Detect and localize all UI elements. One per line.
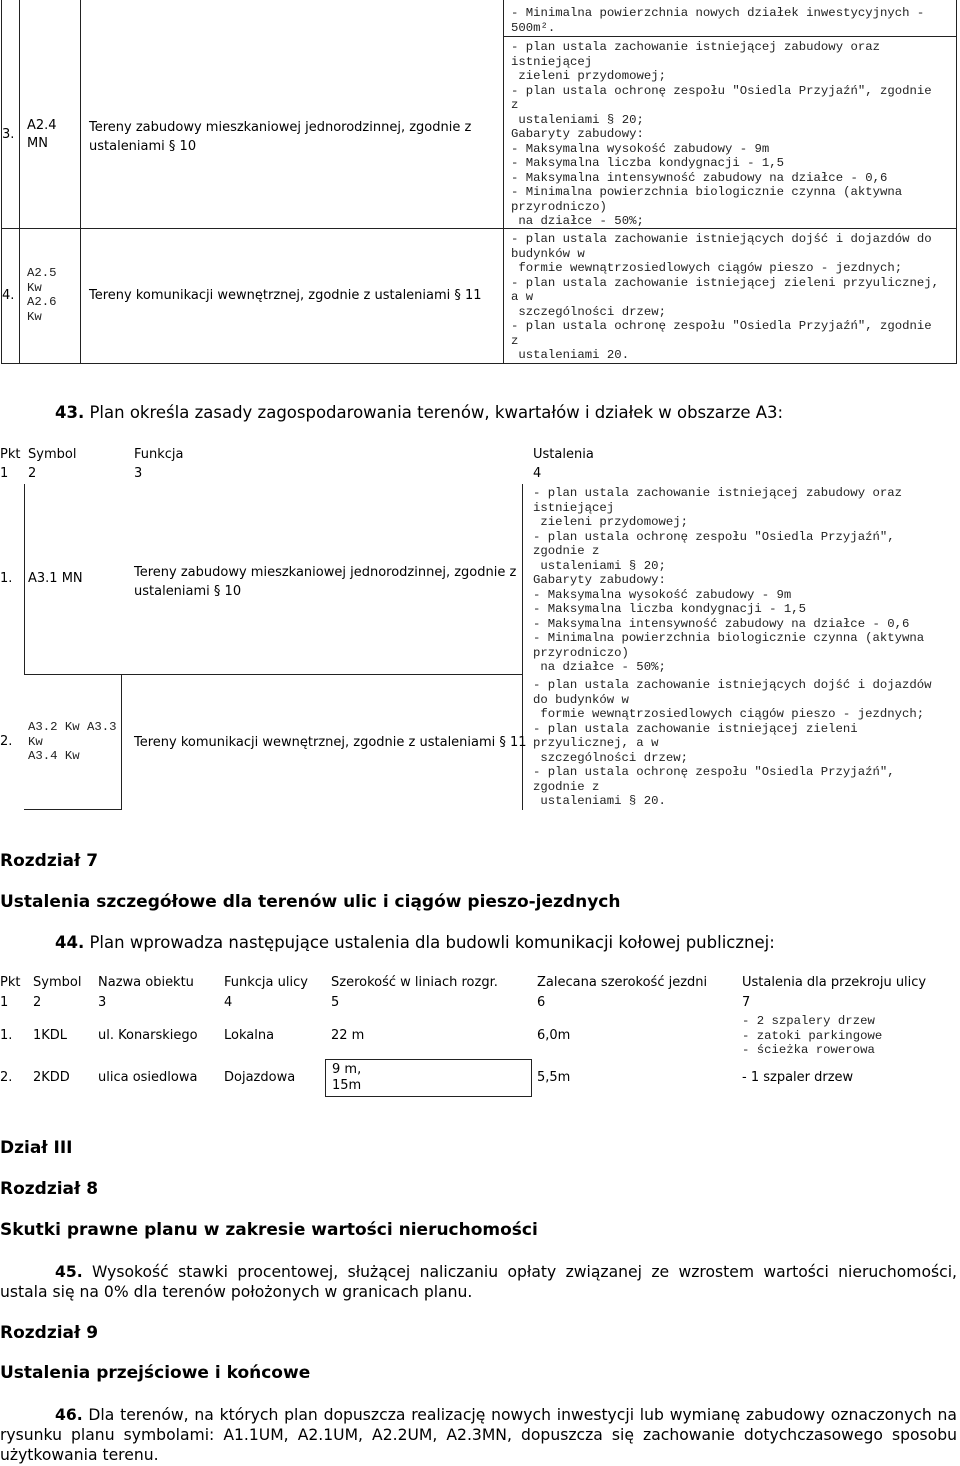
t43-num-2: 2 [28, 466, 37, 481]
ustalenia-line: ustaleniami § 20. [533, 794, 666, 808]
top-table-vline-2 [80, 0, 81, 364]
ustalenia-line: - Maksymalna wysokość zabudowy - 9m [511, 141, 770, 156]
ustalenia-line: do budynków w [533, 692, 629, 707]
t43-header-ustalenia: Ustalenia [533, 447, 594, 462]
paragraph-number: 45. [55, 1263, 83, 1281]
t44-row1-funkcja: Lokalna [224, 1028, 275, 1043]
paragraph-45 [0, 1262, 957, 1302]
ustalenia-line: - plan ustala ochronę zespołu "Osiedla Przyjaźń", [533, 765, 895, 779]
ustalenia-line: istniejącej [533, 500, 615, 515]
ustalenia-line: - plan ustala ochronę zespołu "Osiedla Przyjaźń", zgodnie [511, 83, 932, 98]
row4-ustalenia [511, 232, 939, 363]
ustalenia-line: - Maksymalna wysokość zabudowy - 9m [533, 587, 792, 602]
ustalenia-line: - plan ustala zachowanie istniejącej zabudowy oraz [533, 486, 902, 500]
t44-row2-jezdnia: 5,5m [537, 1070, 571, 1085]
row3-symbol: A2.4 MN [27, 118, 57, 151]
t44-row1-pkt: 1. [0, 1028, 13, 1043]
ustalenia-line: - ścieżka rowerowa [742, 1043, 875, 1057]
paragraph-44 [55, 933, 775, 953]
ustalenia-line: 500m². [511, 20, 556, 35]
t44-num-6: 6 [537, 995, 546, 1010]
ustalenia-line: - plan ustala ochronę zespołu "Osiedla Przyjaźń", zgodnie [511, 319, 932, 333]
t44-hline-top [325, 1059, 532, 1060]
ustalenia-line: - Minimalna powierzchnia biologicznie czynna (aktywna [533, 631, 925, 645]
paragraph-number: 44. [55, 933, 85, 952]
top-table-vline-3 [503, 0, 504, 364]
ustalenia-line: zieleni przydomowej; [533, 515, 688, 529]
ustalenia-line: - plan ustala zachowanie istniejącej zieleni przyulicznej, [511, 275, 940, 290]
row4-symbol: A2.5 Kw A2.6 Kw [27, 266, 57, 324]
ustalenia-line: ustaleniami § 20; [511, 112, 644, 127]
row3-funkcja: Tereny zabudowy mieszkaniowej jednorodzinnej, zgodnie z ustaleniami § 10 [89, 120, 472, 154]
ustalenia-line: a w [511, 290, 534, 304]
t44-row2-pkt: 2. [0, 1070, 13, 1085]
t44-num-2: 2 [33, 995, 42, 1010]
t44-header-symbol: Symbol [33, 975, 82, 990]
ustalenia-line: - Maksymalna intensywność zabudowy na działce - 0,6 [533, 616, 910, 631]
ustalenia-line: na działce - 50%; [511, 214, 644, 228]
row3-ustalenia [511, 40, 932, 229]
t44-header-nazwa: Nazwa obiektu [98, 975, 194, 990]
ustalenia-line: - plan ustala zachowanie istniejących dojść i dojazdów do [511, 232, 932, 246]
t44-row2-ustalenia: - 1 szpaler drzew [742, 1070, 854, 1085]
t44-num-7: 7 [742, 995, 751, 1010]
t43-num-4: 4 [533, 466, 542, 481]
ustalenia-line: - 2 szpalery drzew [742, 1014, 875, 1028]
ustalenia-line: przyrodniczo) [533, 645, 629, 660]
t44-row2-symbol: 2KDD [33, 1070, 70, 1085]
t44-row1-jezdnia: 6,0m [537, 1028, 571, 1043]
ustalenia-line: istniejącej [511, 54, 593, 69]
chapter-7-title: Rozdział 7 [0, 851, 99, 871]
t44-header-funkcja: Funkcja ulicy [224, 975, 308, 990]
t44-num-5: 5 [331, 995, 340, 1010]
ustalenia-line: zieleni przydomowej; [511, 69, 666, 83]
top-table-hline-c [1, 363, 957, 364]
top-table-vline-right [956, 0, 957, 364]
ustalenia-line: - Maksymalna intensywność zabudowy na działce - 0,6 [511, 170, 888, 185]
t43-header-funkcja: Funkcja [134, 447, 184, 462]
paragraph-text: Plan określa zasady zagospodarowania terenów, kwartałów i działek w obszarze A3: [89, 403, 784, 422]
ustalenia-line: z [511, 333, 519, 348]
row4-funkcja: Tereny komunikacji wewnętrznej, zgodnie z ustaleniami § 11 [89, 288, 482, 303]
ustalenia-line: ustaleniami 20. [511, 348, 630, 362]
t43-header-symbol: Symbol [28, 447, 77, 462]
t43-header-pkt: Pkt [0, 447, 21, 462]
t44-row1-szer: 22 m [331, 1028, 365, 1043]
ustalenia-line: - plan ustala zachowanie istniejącej zieleni [533, 721, 858, 736]
t43-row1-ustalenia [533, 486, 924, 675]
ustalenia-line: Gabaryty zabudowy: [511, 127, 644, 141]
t43-hline-mid [24, 674, 522, 675]
ustalenia-line: formie wewnątrzosiedlowych ciągów pieszo - jezdnych; [511, 261, 903, 275]
t44-row2-szer: 9 m, 15m [332, 1062, 362, 1093]
t44-header-ustalenia: Ustalenia dla przekroju ulicy [742, 975, 927, 990]
t44-row2-nazwa: ulica osiedlowa [98, 1070, 198, 1085]
paragraph-text: Plan wprowadza następujące ustalenia dla budowli komunikacji kołowej publicznej: [89, 933, 775, 952]
t44-num-3: 3 [98, 995, 107, 1010]
ustalenia-line: - plan ustala zachowanie istniejących dojść i dojazdów [533, 678, 932, 692]
ustalenia-line: przyulicznej, a w [533, 736, 659, 750]
t44-header-pkt: Pkt [0, 975, 21, 990]
t43-row1-funkcja: Tereny zabudowy mieszkaniowej jednorodzinnej, zgodnie z ustaleniami § 10 [134, 565, 517, 599]
t44-vline-2 [531, 1059, 532, 1097]
paragraph-number: 46. [55, 1406, 83, 1424]
t44-row1-symbol: 1KDL [33, 1028, 68, 1043]
top-table-header-lines [511, 6, 924, 35]
top-table-hline-a [503, 36, 957, 37]
t43-vline-ustalenia-left [522, 484, 523, 810]
ustalenia-line: - plan ustala ochronę zespołu "Osiedla Przyjaźń", [533, 529, 895, 544]
chapter-8-title: Rozdział 8 [0, 1179, 99, 1199]
chapter-7-subtitle: Ustalenia szczegółowe dla terenów ulic i ciągów pieszo-jezdnych [0, 892, 621, 912]
paragraph-number: 43. [55, 403, 85, 422]
ustalenia-line: szczególności drzew; [533, 750, 688, 765]
t44-num-4: 4 [224, 995, 233, 1010]
t44-vline-1 [325, 1059, 326, 1097]
chapter-9-title: Rozdział 9 [0, 1323, 99, 1343]
chapter-8-subtitle: Skutki prawne planu w zakresie wartości nieruchomości [0, 1220, 538, 1240]
ustalenia-line: na działce - 50%; [533, 660, 666, 674]
ustalenia-line: - Minimalna powierzchnia nowych działek inwestycyjnych - [511, 6, 925, 20]
t43-num-1: 1 [0, 466, 9, 481]
t43-hline-bottom [24, 809, 122, 810]
t44-header-jezdnia: Zalecana szerokość jezdni [537, 975, 708, 990]
ustalenia-line: Gabaryty zabudowy: [533, 573, 666, 587]
t43-row1-symbol: A3.1 MN [28, 571, 83, 586]
paragraph-46 [0, 1405, 957, 1465]
division-3-title: Dział III [0, 1138, 73, 1158]
t43-row2-symbol: A3.2 Kw A3.3 Kw A3.4 Kw [28, 720, 117, 763]
t43-row2-ustalenia [533, 678, 931, 809]
t44-header-szerokosc: Szerokość w liniach rozgr. [331, 975, 498, 990]
ustalenia-line: przyrodniczo) [511, 199, 607, 214]
t43-num-3: 3 [134, 466, 143, 481]
t44-row2-funkcja: Dojazdowa [224, 1070, 296, 1085]
t44-num-1: 1 [0, 995, 9, 1010]
paragraph-text: Wysokość stawki procentowej, służącej naliczaniu opłaty związanej ze wzrostem wartości nieruchomości, ustala się na 0% dla terenów położonych w granicach planu. [0, 1263, 957, 1301]
t43-row1-pkt: 1. [0, 571, 13, 586]
ustalenia-line: zgodnie z [533, 544, 600, 558]
row3-pkt: 3. [2, 127, 15, 142]
ustalenia-line: ustaleniami § 20; [533, 558, 666, 573]
t44-row1-ustalenia [742, 1014, 882, 1058]
ustalenia-line: - Maksymalna liczba kondygnacji - 1,5 [533, 602, 807, 616]
ustalenia-line: - plan ustala zachowanie istniejącej zabudowy oraz [511, 40, 880, 54]
ustalenia-line: budynków w [511, 246, 585, 261]
t44-hline-bottom [325, 1096, 532, 1097]
row4-pkt: 4. [2, 288, 15, 303]
ustalenia-line: formie wewnątrzosiedlowych ciągów pieszo - jezdnych; [533, 707, 925, 721]
t44-row1-nazwa: ul. Konarskiego [98, 1028, 198, 1043]
ustalenia-line: z [511, 98, 519, 112]
ustalenia-line: - zatoki parkingowe [742, 1028, 883, 1043]
t43-vline-symbol-right [121, 675, 122, 809]
chapter-9-subtitle: Ustalenia przejściowe i końcowe [0, 1363, 311, 1383]
ustalenia-line: zgodnie z [533, 779, 600, 794]
top-table-vline-left [1, 0, 2, 364]
paragraph-text: Dla terenów, na których plan dopuszcza realizację nowych inwestycji lub wymianę zabudowy oznaczonych na rysunku planu symbolami: A1.1UM, A2.1UM, A2.2UM, A2.3MN, dopuszcza się zachowanie dotychczasowego sposobu użytkowania terenu. [0, 1406, 957, 1464]
t43-row2-pkt: 2. [0, 734, 13, 749]
ustalenia-line: - Maksymalna liczba kondygnacji - 1,5 [511, 156, 785, 170]
t43-row2-funkcja: Tereny komunikacji wewnętrznej, zgodnie z ustaleniami § 11 [134, 735, 527, 750]
ustalenia-line: szczególności drzew; [511, 304, 666, 319]
ustalenia-line: - Minimalna powierzchnia biologicznie czynna (aktywna [511, 185, 903, 199]
paragraph-43 [55, 403, 783, 423]
top-table-vline-1 [19, 0, 20, 364]
